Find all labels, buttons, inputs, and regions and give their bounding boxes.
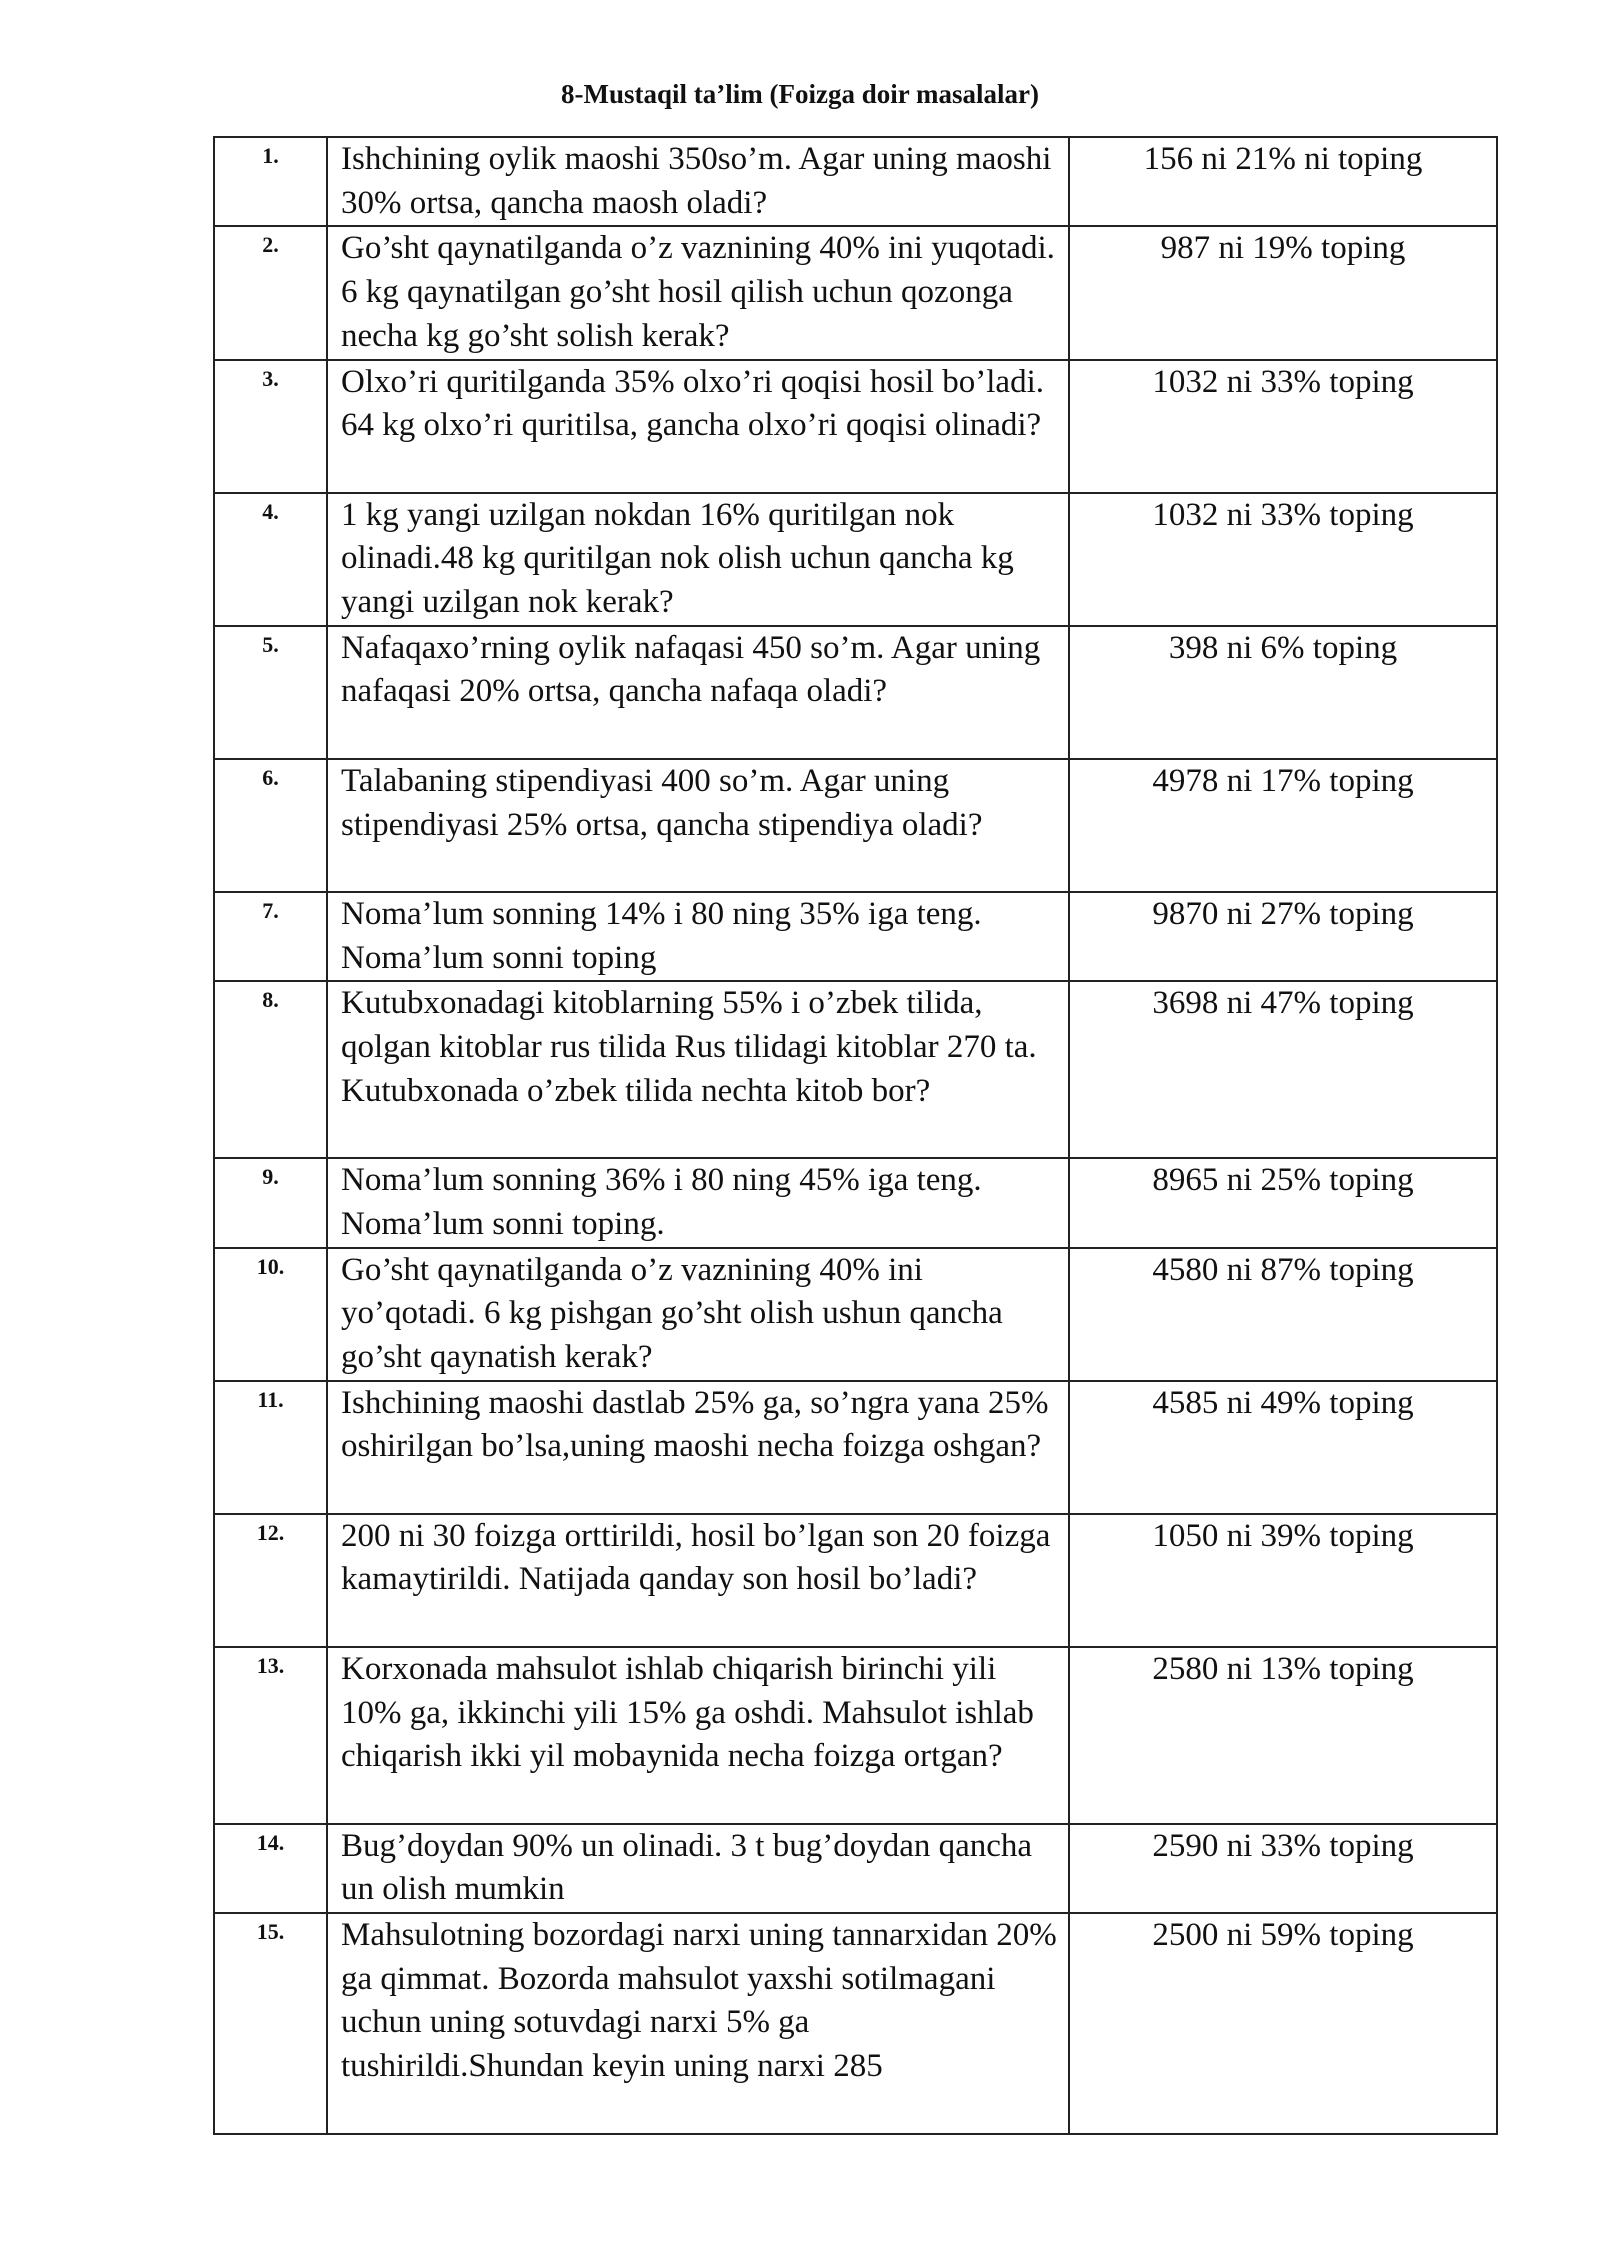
task-number: 12.	[214, 1514, 327, 1647]
task-number: 10.	[214, 1248, 327, 1381]
task-number: 2.	[214, 226, 327, 359]
exercise-text: 4580 ni 87% toping	[1069, 1248, 1497, 1381]
table-row	[214, 1913, 1497, 2134]
task-number: 6.	[214, 759, 327, 892]
task-text: Go’sht qaynatilganda o’z vaznining 40% ini yuqotadi. 6 kg qaynatilgan go’sht hosil qilish uchun qozonga necha kg go’sht solish kerak?	[327, 226, 1069, 359]
table-row	[214, 1381, 1497, 1514]
exercise-text: 2580 ni 13% toping	[1069, 1647, 1497, 1824]
task-number: 5.	[214, 626, 327, 759]
task-text: 1 kg yangi uzilgan nokdan 16% quritilgan nok olinadi.48 kg quritilgan nok olish uchun qancha kg yangi uzilgan nok kerak?	[327, 493, 1069, 626]
task-number: 15.	[214, 1913, 327, 2134]
task-text: Go’sht qaynatilganda o’z vaznining 40% ini yo’qotadi. 6 kg pishgan go’sht olish ushun qancha go’sht qaynatish kerak?	[327, 1248, 1069, 1381]
exercise-text: 8965 ni 25% toping	[1069, 1158, 1497, 1247]
task-number: 1.	[214, 137, 327, 226]
task-number: 4.	[214, 493, 327, 626]
task-number: 13.	[214, 1647, 327, 1824]
table-row	[214, 1514, 1497, 1647]
task-text: Talabaning stipendiyasi 400 so’m. Agar uning stipendiyasi 25% ortsa, qancha stipendiya oladi?	[327, 759, 1069, 892]
exercise-text: 1032 ni 33% toping	[1069, 493, 1497, 626]
exercise-text: 1032 ni 33% toping	[1069, 360, 1497, 493]
task-number: 7.	[214, 892, 327, 981]
task-text: Noma’lum sonning 36% i 80 ning 45% iga teng. Noma’lum sonni toping.	[327, 1158, 1069, 1247]
task-text: 200 ni 30 foizga orttirildi, hosil bo’lgan son 20 foizga kamaytirildi. Natijada qanday son hosil bo’ladi?	[327, 1514, 1069, 1647]
table-row	[214, 1158, 1497, 1247]
table-row	[214, 360, 1497, 493]
page-title: 8-Mustaqil ta’lim (Foizga doir masalalar)	[561, 79, 1039, 109]
tasks-table	[213, 136, 1498, 2135]
table-row	[214, 493, 1497, 626]
table-row	[214, 1647, 1497, 1824]
task-number: 14.	[214, 1824, 327, 1913]
table-row	[214, 137, 1497, 226]
exercise-text: 156 ni 21% ni toping	[1069, 137, 1497, 226]
task-number: 11.	[214, 1381, 327, 1514]
exercise-text: 9870 ni 27% toping	[1069, 892, 1497, 981]
exercise-text: 4585 ni 49% toping	[1069, 1381, 1497, 1514]
exercise-text: 1050 ni 39% toping	[1069, 1514, 1497, 1647]
task-text: Mahsulotning bozordagi narxi uning tannarxidan 20% ga qimmat. Bozorda mahsulot yaxshi sotilmagani uchun uning sotuvdagi narxi 5% ga tushirildi.Shundan keyin uning narxi 285	[327, 1913, 1069, 2134]
table-row	[214, 226, 1497, 359]
task-text: Ishchining oylik maoshi 350so’m. Agar uning maoshi 30% ortsa, qancha maosh oladi?	[327, 137, 1069, 226]
table-row	[214, 1824, 1497, 1913]
task-number: 8.	[214, 981, 327, 1158]
task-number: 3.	[214, 360, 327, 493]
exercise-text: 4978 ni 17% toping	[1069, 759, 1497, 892]
task-text: Korxonada mahsulot ishlab chiqarish birinchi yili 10% ga, ikkinchi yili 15% ga oshdi. Mahsulot ishlab chiqarish ikki yil mobaynida necha foizga ortgan?	[327, 1647, 1069, 1824]
task-text: Ishchining maoshi dastlab 25% ga, so’ngra yana 25% oshirilgan bo’lsa,uning maoshi necha foizga oshgan?	[327, 1381, 1069, 1514]
task-text: Olxo’ri quritilganda 35% olxo’ri qoqisi hosil bo’ladi. 64 kg olxo’ri quritilsa, gancha olxo’ri qoqisi olinadi?	[327, 360, 1069, 493]
exercise-text: 987 ni 19% toping	[1069, 226, 1497, 359]
table-row	[214, 1248, 1497, 1381]
exercise-text: 3698 ni 47% toping	[1069, 981, 1497, 1158]
task-text: Bug’doydan 90% un olinadi. 3 t bug’doydan qancha un olish mumkin	[327, 1824, 1069, 1913]
task-number: 9.	[214, 1158, 327, 1247]
table-row	[214, 981, 1497, 1158]
table-row	[214, 626, 1497, 759]
exercise-text: 2590 ni 33% toping	[1069, 1824, 1497, 1913]
task-text: Noma’lum sonning 14% i 80 ning 35% iga teng. Noma’lum sonni toping	[327, 892, 1069, 981]
tasks-table-body	[214, 137, 1497, 2134]
table-row	[214, 759, 1497, 892]
table-row	[214, 892, 1497, 981]
task-text: Kutubxonadagi kitoblarning 55% i o’zbek tilida, qolgan kitoblar rus tilida Rus tilidagi kitoblar 270 ta. Kutubxonada o’zbek tilida nechta kitob bor?	[327, 981, 1069, 1158]
exercise-text: 398 ni 6% toping	[1069, 626, 1497, 759]
exercise-text: 2500 ni 59% toping	[1069, 1913, 1497, 2134]
task-text: Nafaqaxo’rning oylik nafaqasi 450 so’m. Agar uning nafaqasi 20% ortsa, qancha nafaqa oladi?	[327, 626, 1069, 759]
